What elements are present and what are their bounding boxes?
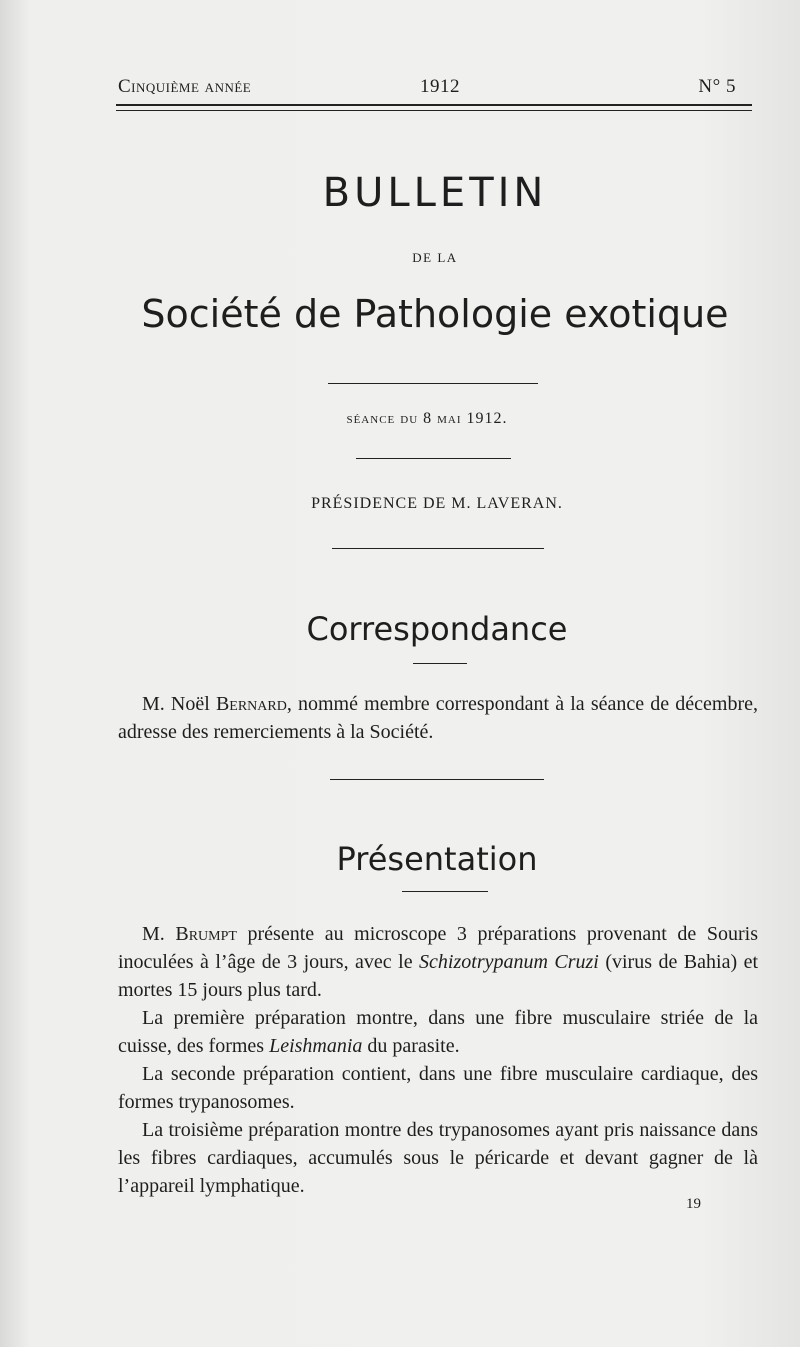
society-name: Société de Pathologie exotique	[141, 292, 729, 336]
heading-underline	[413, 663, 467, 664]
divider	[356, 458, 511, 459]
heading-underline	[402, 891, 488, 892]
divider	[330, 779, 544, 780]
running-header	[118, 76, 736, 102]
genus-name: Leishmania	[269, 1035, 363, 1057]
divider	[328, 383, 538, 384]
header-issue-number: N° 5	[698, 76, 736, 97]
bulletin-title: BULLETIN	[322, 170, 548, 216]
session-date: séance du 8 mai 1912.	[346, 410, 508, 427]
species-name: Schizotrypanum Cruzi	[419, 951, 599, 973]
presentation-paragraph-2: La première préparation montre, dans une fibre musculaire striée de la cuisse, des formes Leishmania du parasite.	[118, 1007, 758, 1057]
presentation-heading: Présentation	[336, 840, 538, 878]
divider	[332, 548, 544, 549]
header-rule-bottom	[116, 110, 752, 111]
header-year: 1912	[420, 76, 460, 97]
presentation-paragraph-4: La troisième préparation montre des trypanosomes ayant pris naissance dans les fibres cardiaques, accumulés sous le péricarde et devant gagner de là l’appareil lymphatique.	[118, 1119, 758, 1197]
presentation-paragraph-3: La seconde préparation contient, dans une fibre musculaire cardiaque, des formes trypanosomes.	[118, 1063, 758, 1113]
page-number: 19	[686, 1196, 701, 1212]
author-name: Bernard	[215, 693, 287, 715]
presentation-body	[118, 920, 758, 1200]
header-year-label: Cinquième année	[118, 76, 252, 97]
author-name: Brumpt	[175, 923, 237, 945]
header-rule-top	[116, 104, 752, 106]
title-connector: DE LA	[412, 250, 458, 265]
correspondance-heading: Correspondance	[306, 610, 568, 648]
presentation-paragraph-1: M. Brumpt présente au microscope 3 préparations provenant de Souris inoculées à l’âge de 3 jours, avec le Schizotrypanum Cruzi (virus de Bahia) et mortes 15 jours plus tard.	[118, 923, 759, 1001]
presidency-line: PRÉSIDENCE DE M. LAVERAN.	[311, 495, 563, 512]
correspondance-paragraph: M. Noël Bernard, nommé membre correspondant à la séance de décembre, adresse des remerciements à la Société.	[118, 693, 758, 743]
